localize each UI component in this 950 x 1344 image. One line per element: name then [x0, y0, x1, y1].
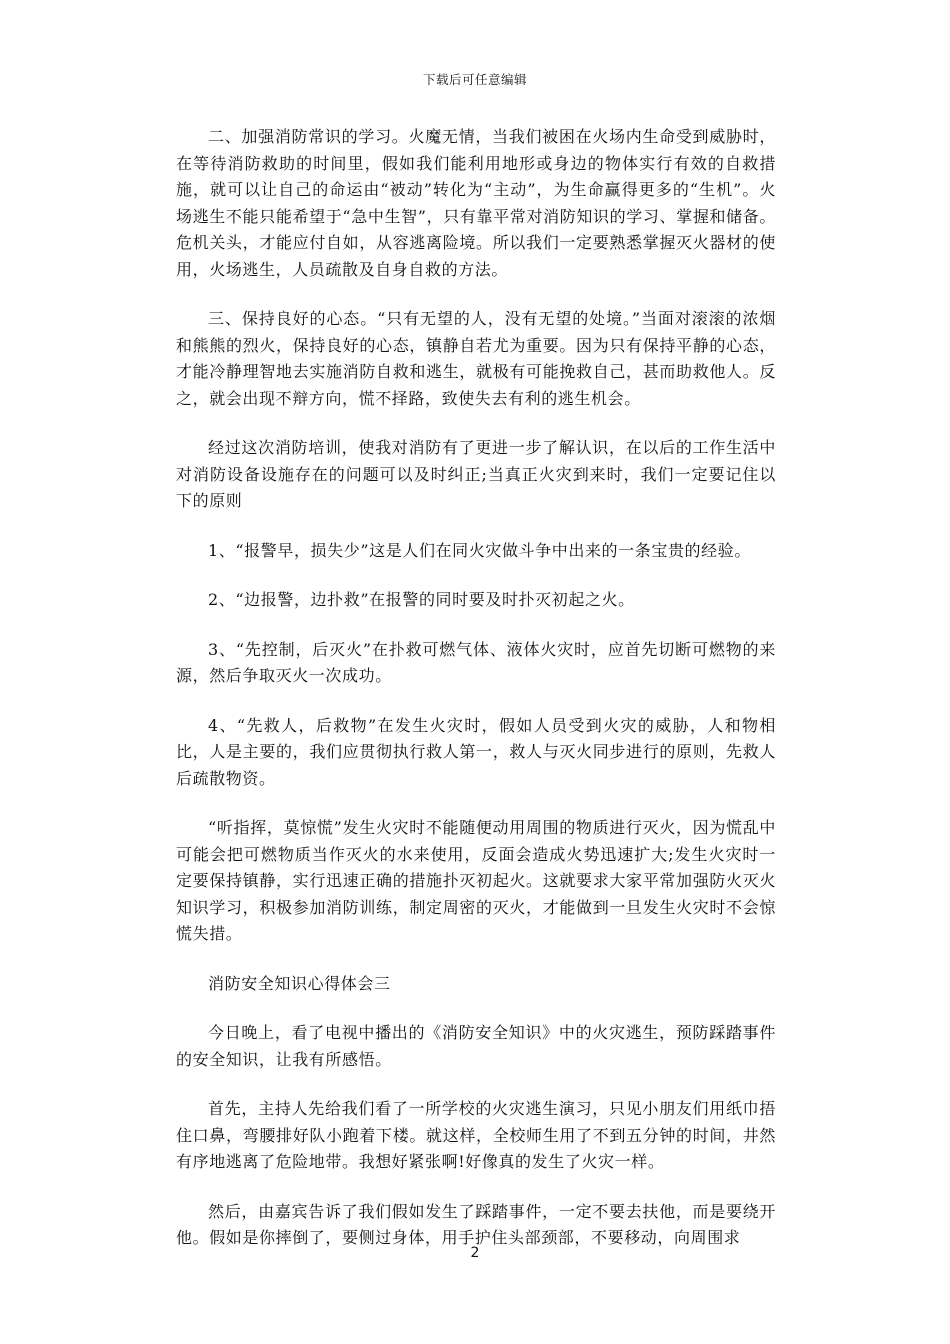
body-text: [176, 124, 776, 1275]
paragraph-fire-knowledge: 二、加强消防常识的学习。火魔无情，当我们被困在火场内生命受到威胁时，在等待消防救助的时间里，假如我们能利用地形或身边的物体实行有效的自救措施，就可以让自己的命运由“被动”转化为“主动”，为生命赢得更多的“生机”。火场逃生不能只能希望于“急中生智”，只有靠平常对消防知识的学习、掌握和储备。危机关头，才能应付自如，从容逃离险境。所以我们一定要熟悉掌握灭火器材的使用，火场逃生，人员疏散及自身自救的方法。: [176, 127, 776, 279]
principle-2: 2、“边报警，边扑救”在报警的同时要及时扑灭初起之火。: [208, 590, 635, 609]
page-number: 2: [470, 1245, 480, 1261]
principle-4: 4、“先救人，后救物”在发生火灾时，假如人员受到火灾的威胁，人和物相比，人是主要的，我们应贯彻执行救人第一，救人与灭火同步进行的原则，先救人后疏散物资。: [176, 715, 776, 788]
paragraph-tonight: 今日晚上，看了电视中播出的《消防安全知识》中的火灾逃生，预防踩踏事件的安全知识，让我有所感悟。: [176, 1023, 776, 1069]
paragraph-then: 然后，由嘉宾告诉了我们假如发生了踩踏事件，一定不要去扶他，而是要绕开他。假如是你摔倒了，要侧过身体，用手护住头部颈部，不要移动，向周围求: [176, 1201, 776, 1247]
paragraph-follow-command: “听指挥，莫惊慌”发生火灾时不能随便动用周围的物质进行灭火，因为慌乱中可能会把可燃物质当作灭火的水来使用，反面会造成火势迅速扩大;发生火灾时一定要保持镇静，实行迅速正确的措施扑灭初起火。这就要求大家平常加强防火灭火知识学习，积极参加消防训练，制定周密的灭火，才能做到一旦发生火灾时不会惊慌失措。: [176, 818, 776, 943]
page-header: 下载后可任意编辑: [422, 72, 527, 87]
principle-1: 1、“报警早，损失少”这是人们在同火灾做斗争中出来的一条宝贵的经验。: [208, 540, 751, 560]
principle-3: 3、“先控制，后灭火”在扑救可燃气体、液体火灾时，应首先切断可燃物的来源，然后争取灭火一次成功。: [176, 639, 776, 685]
section-heading: 消防安全知识心得体会三: [208, 973, 391, 993]
paragraph-training: 经过这次消防培训，使我对消防有了更进一步了解认识，在以后的工作生活中对消防设备设施存在的问题可以及时纠正;当真正火灾到来时，我们一定要记住以下的原则: [176, 438, 776, 510]
paragraph-first: 首先，主持人先给我们看了一所学校的火灾逃生演习，只见小朋友们用纸巾捂住口鼻，弯腰排好队小跑着下楼。就这样，全校师生用了不到五分钟的时间，井然有序地逃离了危险地带。我想好紧张啊!好像真的发生了火灾一样。: [176, 1099, 776, 1171]
paragraph-mindset: 三、保持良好的心态。“只有无望的人，没有无望的处境。”当面对滚滚的浓烟和熊熊的烈火，保持良好的心态，镇静自若尤为重要。因为只有保持平静的心态，才能冷静理智地去实施消防自救和逃生，就极有可能挽救自己，甚而助救他人。反之，就会出现不辩方向，慌不择路，致使失去有利的逃生机会。: [176, 309, 776, 408]
